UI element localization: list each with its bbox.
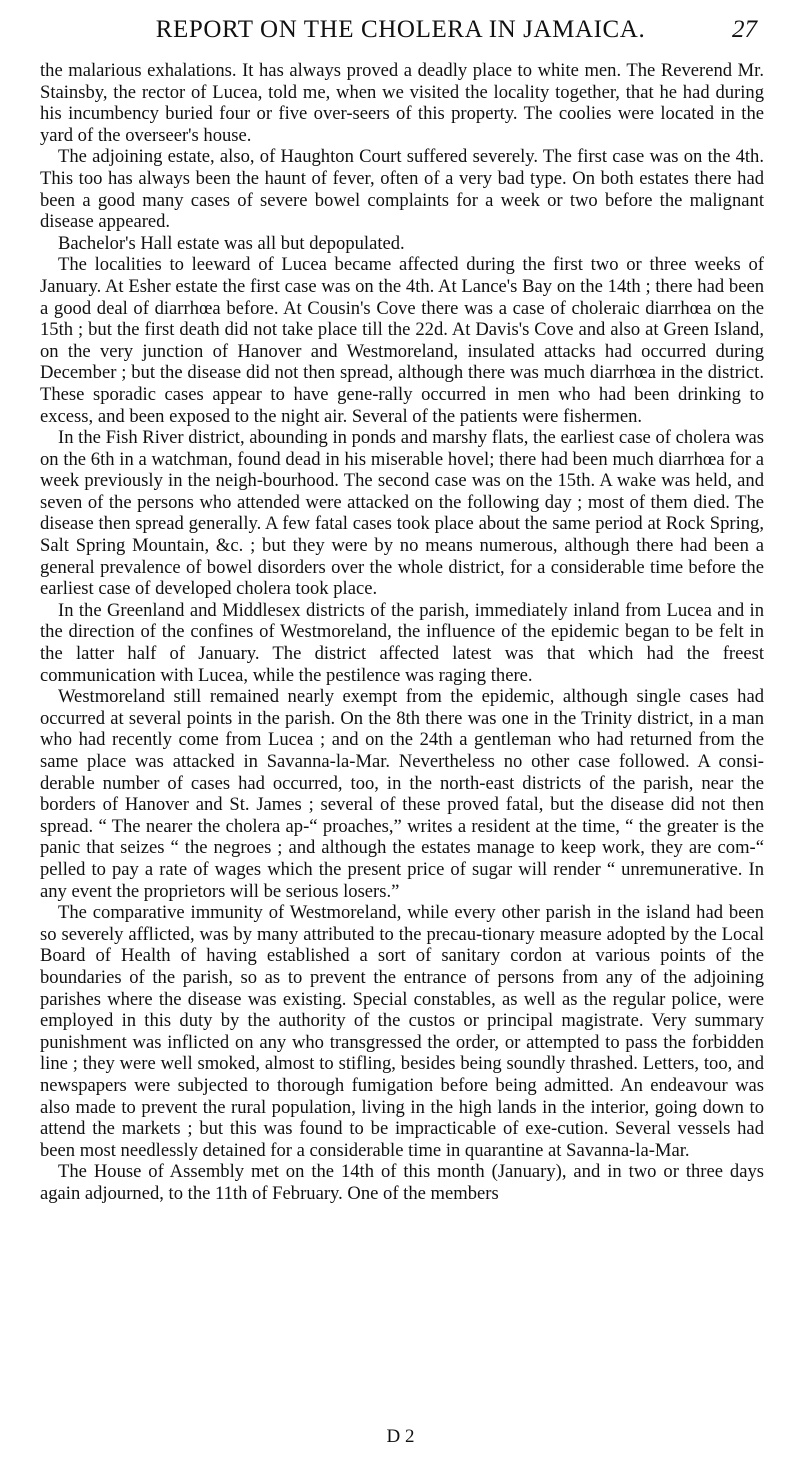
signature-mark: D 2: [386, 1426, 415, 1447]
paragraph: the malarious exhalations. It has always proved a deadly place to white men. The Reverend Mr. Stainsby, the rector of Lucea, told me, when we visited the locality together, that he had during his incumbency buried four or five over-seers of this property. The coolies were located in the yard of the overseer's house.: [40, 60, 764, 146]
paragraph: The comparative immunity of Westmoreland, while every other parish in the island had been so severely afflicted, was by many attributed to the precau-tionary measure adopted by the Local Board of Health of having established a sort of sanitary cordon at various points of the boundaries of the parish, so as to prevent the entrance of persons from any of the adjoining parishes where the disease was existing. Special constables, as well as the regular police, were employed in this duty by the authority of the custos or principal magistrate. Very summary punishment was inflicted on any who transgressed the order, or attempted to pass the forbidden line ; they were well smoked, almost to stifling, besides being soundly thrashed. Letters, too, and newspapers were subjected to thorough fumigation before being admitted. An endeavour was also made to prevent the rural population, living in the high lands in the interior, going down to attend the markets ; but this was found to be impracticable of exe-cution. Several vessels had been most needlessly detained for a considerable time in quarantine at Savanna-la-Mar.: [40, 902, 764, 1161]
paragraph: Westmoreland still remained nearly exempt from the epidemic, although single cases had occurred at several points in the parish. On the 8th there was one in the Trinity district, in a man who had recently come from Lucea ; and on the 24th a gentleman who had returned from the same place was attacked in Savanna-la-Mar. Nevertheless no other case followed. A consi-derable number of cases had occurred, too, in the north-east districts of the parish, near the borders of Hanover and St. James ; several of these proved fatal, but the disease did not then spread. “ The nearer the cholera ap-“ proaches,” writes a resident at the time, “ the greater is the panic that seizes “ the negroes ; and although the estates manage to keep work, they are com-“ pelled to pay a rate of wages which the present price of sugar will render “ unremunerative. In any event the proprietors will be serious losers.”: [40, 686, 764, 902]
running-title: REPORT ON THE CHOLERA IN JAMAICA.: [155, 16, 646, 43]
body-text: [40, 60, 764, 1204]
paragraph: The adjoining estate, also, of Haughton Court suffered severely. The first case was on the 4th. This too has always been the haunt of fever, often of a very bad type. On both estates there had been a good many cases of severe bowel complaints for a week or two before the malignant disease appeared.: [40, 146, 764, 233]
paragraph: In the Greenland and Middlesex districts of the parish, immediately inland from Lucea and in the direction of the confines of Westmoreland, the influence of the epidemic began to be felt in the latter half of January. The district affected latest was that which had the freest communication with Lucea, while the pestilence was raging there.: [40, 599, 764, 686]
page-number: 27: [732, 16, 757, 43]
paragraph: Bachelor's Hall estate was all but depopulated.: [58, 232, 405, 254]
paragraph: The House of Assembly met on the 14th of this month (January), and in two or three days again adjourned, to the 11th of February. One of the members: [40, 1161, 764, 1204]
page-header: [0, 16, 801, 56]
paragraph: In the Fish River district, abounding in ponds and marshy flats, the earliest case of cholera was on the 6th in a watchman, found dead in his miserable hovel; there had been much diarrhœa for a week previously in the neigh-bourhood. The second case was on the 15th. A wake was held, and seven of the persons who attended were attacked on the following day ; most of them died. The disease then spread generally. A few fatal cases took place about the same period at Rock Spring, Salt Spring Mountain, &c. ; but they were by no means numerous, although there had been a general prevalence of bowel disorders over the whole district, for a considerable time before the earliest case of developed cholera took place.: [40, 427, 764, 600]
paragraph: The localities to leeward of Lucea became affected during the first two or three weeks of January. At Esher estate the first case was on the 4th. At Lance's Bay on the 14th ; there had been a good deal of diarrhœa before. At Cousin's Cove there was a case of choleraic diarrhœa on the 15th ; but the first death did not take place till the 22d. At Davis's Cove and also at Green Island, on the very junction of Hanover and Westmoreland, insulated attacks had occurred during December ; but the disease did not then spread, although there was much diarrhœa in the district. These sporadic cases appear to have gene-rally occurred in men who had been drinking to excess, and been exposed to the night air. Several of the patients were fishermen.: [40, 254, 764, 427]
